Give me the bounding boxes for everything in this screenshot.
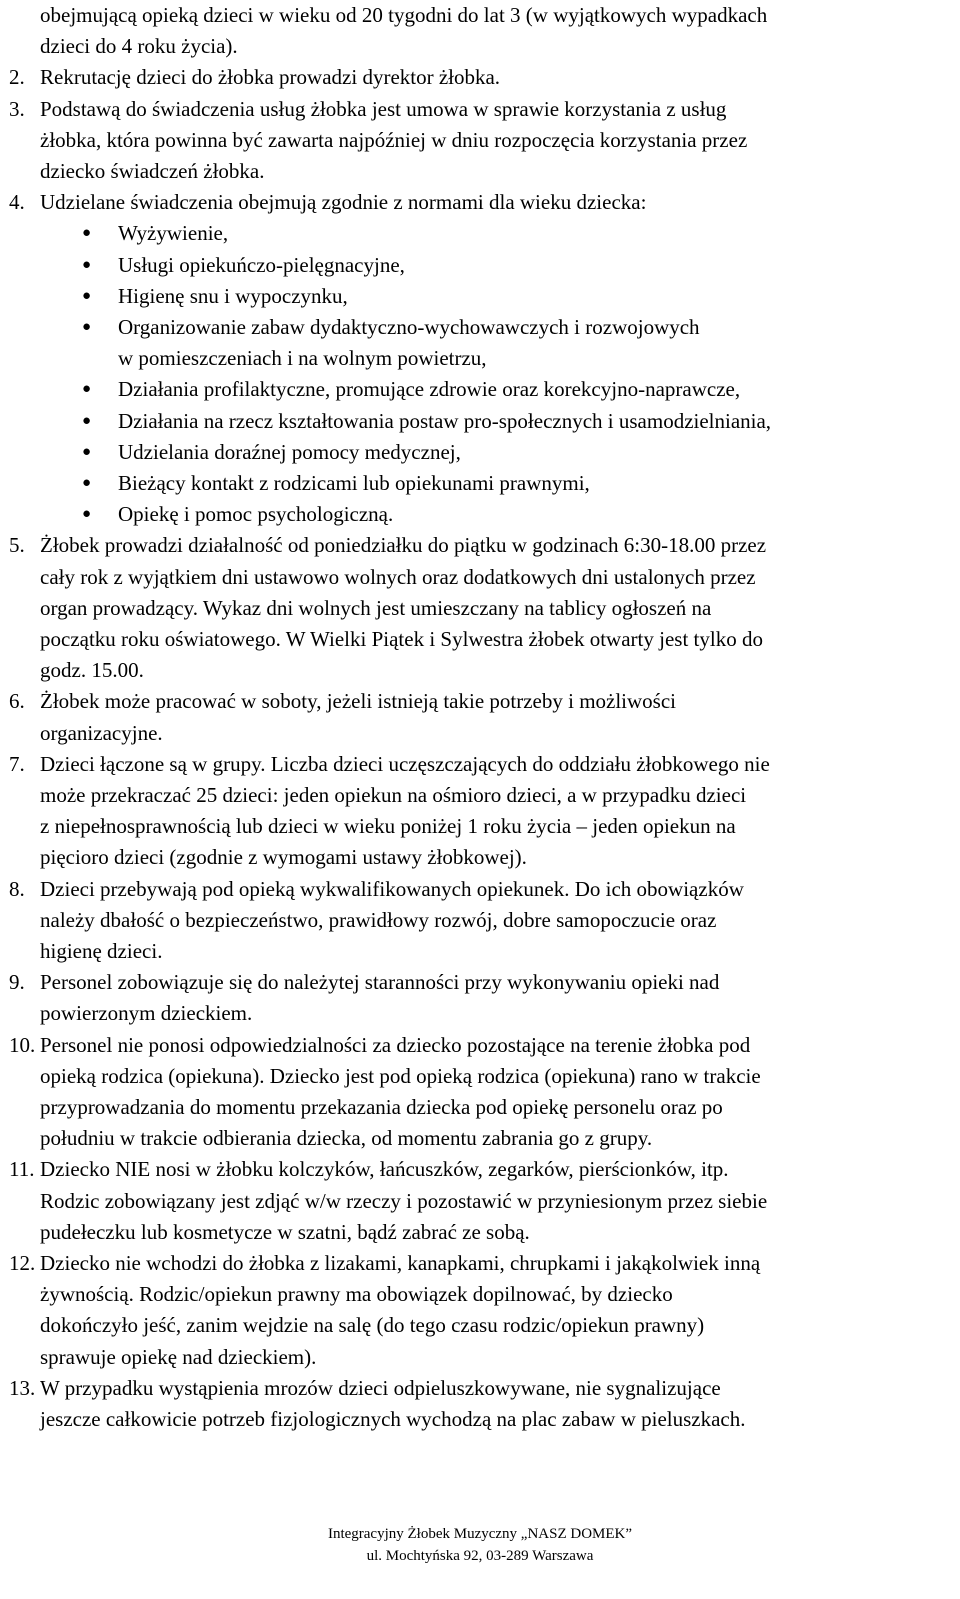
bullet-item-text-line: Wyżywienie, bbox=[118, 221, 229, 246]
list-item-number: 3. bbox=[9, 96, 25, 121]
bullet-item-text-line: Bieżący kontakt z rodzicami lub opiekunami prawnymi, bbox=[118, 471, 590, 495]
bullet-item-text-line: Działania na rzecz kształtowania postaw pro-społecznych i usamodzielniania, bbox=[118, 408, 772, 433]
list-item-text-line: Żłobek może pracować w soboty, jeżeli istnieją takie potrzeby i możliwości bbox=[40, 689, 677, 714]
bullet-icon: ● bbox=[82, 256, 92, 273]
bullet-item-text-line: Działania profilaktyczne, promujące zdrowie oraz korekcyjno-naprawcze, bbox=[118, 377, 741, 402]
list-item-text-line: Podstawą do świadczenia usług żłobka jest umowa w sprawie korzystania z usług bbox=[40, 96, 727, 121]
list-item-text-line: opieką rodzica (opiekuna). Dziecko jest pod opieką rodzica (opiekuna) rano w trakcie bbox=[40, 1063, 761, 1088]
list-item-text-line: obejmującą opieką dzieci w wieku od 20 tygodni do lat 3 (w wyjątkowych wypadkach bbox=[40, 3, 768, 27]
list-item-text-line: godz. 15.00. bbox=[40, 658, 144, 683]
list-item-number: 7. bbox=[9, 751, 25, 776]
bullet-item-text-line: w pomieszczeniach i na wolnym powietrzu, bbox=[118, 346, 487, 371]
list-item-text-line: Dzieci przebywają pod opieką wykwalifikowanych opiekunek. Do ich obowiązków bbox=[40, 876, 744, 901]
list-item-number: 2. bbox=[9, 65, 25, 90]
list-item-text-line: higienę dzieci. bbox=[40, 939, 163, 963]
bullet-item-text-line: Organizowanie zabaw dydaktyczno-wychowawczych i rozwojowych bbox=[118, 315, 700, 339]
bullet-icon: ● bbox=[82, 506, 92, 523]
list-item-text-line: pięcioro dzieci (zgodnie z wymogami ustawy żłobkowej). bbox=[40, 845, 527, 870]
list-item-text-line: żłobka, która powinna być zawarta najpóźniej w dniu rozpoczęcia korzystania przez bbox=[40, 127, 748, 152]
list-item-number: 4. bbox=[9, 190, 25, 215]
list-item-text-line: z niepełnosprawnością lub dzieci w wieku poniżej 1 roku życia – jeden opiekun na bbox=[40, 814, 736, 839]
list-item-text-line: może przekraczać 25 dzieci: jeden opiekun na ośmioro dzieci, a w przypadku dzieci bbox=[40, 783, 747, 807]
list-item-text-line: organizacyjne. bbox=[40, 720, 163, 745]
list-item-text-line: cały rok z wyjątkiem dni ustawowo wolnych oraz dodatkowych dni ustalonych przez bbox=[40, 564, 756, 589]
list-item-text-line: Żłobek prowadzi działalność od poniedziałku do piątku w godzinach 6:30-18.00 przez bbox=[40, 533, 767, 558]
list-item-text-line: W przypadku wystąpienia mrozów dzieci odpieluszkowywane, nie sygnalizujące bbox=[40, 1375, 721, 1400]
list-item-text-line: żywnością. Rodzic/opiekun prawny ma obowiązek dopilnować, by dziecko bbox=[40, 1282, 673, 1307]
list-item-number: 13. bbox=[9, 1375, 36, 1400]
list-item-text-line: Rodzic zobowiązany jest zdjąć w/w rzeczy i pozostawić w przyniesionym przez siebie bbox=[40, 1188, 768, 1213]
list-item-text-line: Udzielane świadczenia obejmują zgodnie z normami dla wieku dziecka: bbox=[40, 190, 647, 215]
bullet-icon: ● bbox=[82, 443, 92, 460]
list-item-number: 9. bbox=[9, 970, 25, 995]
list-item-text-line: Dzieci łączone są w grupy. Liczba dzieci uczęszczających do oddziału żłobkowego nie bbox=[40, 751, 770, 776]
list-item-text-line: należy dbałość o bezpieczeństwo, prawidłowy rozwój, dobre samopoczucie oraz bbox=[40, 907, 717, 932]
footer-address: ul. Mochtyńska 92, 03-289 Warszawa bbox=[366, 1548, 594, 1564]
list-item-text-line: Rekrutację dzieci do żłobka prowadzi dyrektor żłobka. bbox=[40, 65, 501, 90]
list-item-text-line: Dziecko NIE nosi w żłobku kolczyków, łańcuszków, zegarków, pierścionków, itp. bbox=[40, 1157, 729, 1182]
bullet-icon: ● bbox=[82, 225, 92, 242]
list-item-number: 8. bbox=[9, 876, 25, 901]
bullet-icon: ● bbox=[82, 412, 92, 429]
footer-institution-name: Integracyjny Żłobek Muzyczny „NASZ DOMEK” bbox=[327, 1526, 633, 1542]
bullet-icon: ● bbox=[82, 475, 92, 491]
list-item-text-line: jeszcze całkowicie potrzeb fizjologicznych wychodzą na plac zabaw w pieluszkach. bbox=[40, 1407, 746, 1431]
list-item-text-line: przyprowadzania do momentu przekazania dziecka pod opiekę personelu oraz po bbox=[40, 1095, 723, 1119]
list-item-text-line: dziecko świadczeń żłobka. bbox=[40, 159, 265, 183]
list-item-text-line: powierzonym dzieckiem. bbox=[40, 1001, 253, 1026]
list-item-number: 5. bbox=[9, 533, 25, 558]
bullet-item-text-line: Higienę snu i wypoczynku, bbox=[118, 283, 348, 308]
list-item-text-line: Dziecko nie wchodzi do żłobka z lizakami, kanapkami, chrupkami i jakąkolwiek inną bbox=[40, 1251, 761, 1275]
list-item-text-line: Personel nie ponosi odpowiedzialności za dziecko pozostające na terenie żłobka pod bbox=[40, 1032, 751, 1057]
bullet-icon: ● bbox=[82, 381, 92, 398]
bullet-item-text-line: Udzielania doraźnej pomocy medycznej, bbox=[118, 439, 461, 464]
list-item-number: 10. bbox=[9, 1032, 36, 1057]
bullet-item-text-line: Usługi opiekuńczo-pielęgnacyjne, bbox=[118, 252, 405, 277]
list-item-number: 11. bbox=[9, 1157, 35, 1182]
bullet-icon: ● bbox=[82, 287, 92, 304]
bullet-item-text-line: Opiekę i pomoc psychologiczną. bbox=[118, 502, 394, 527]
list-item-text-line: południu w trakcie odbierania dziecka, od momentu zabrania go z grupy. bbox=[40, 1126, 653, 1151]
list-item-text-line: początku roku oświatowego. W Wielki Piątek i Sylwestra żłobek otwarty jest tylko do bbox=[40, 627, 763, 651]
list-item-text-line: dokończyło jeść, zanim wejdzie na salę (do tego czasu rodzic/opiekun prawny) bbox=[40, 1313, 705, 1338]
list-item-text-line: Personel zobowiązuje się do należytej staranności przy wykonywaniu opieki nad bbox=[40, 970, 720, 995]
list-item-number: 12. bbox=[9, 1251, 36, 1275]
list-item-text-line: sprawuje opiekę nad dzieckiem). bbox=[40, 1344, 317, 1369]
list-item-number: 6. bbox=[9, 689, 25, 714]
bullet-icon: ● bbox=[82, 319, 92, 335]
list-item-text-line: organ prowadzący. Wykaz dni wolnych jest umieszczany na tablicy ogłoszeń na bbox=[40, 595, 712, 620]
list-item-text-line: dzieci do 4 roku życia). bbox=[40, 34, 238, 59]
list-item-text-line: pudełeczku lub kosmetycze w szatni, bądź zabrać ze sobą. bbox=[40, 1219, 530, 1244]
